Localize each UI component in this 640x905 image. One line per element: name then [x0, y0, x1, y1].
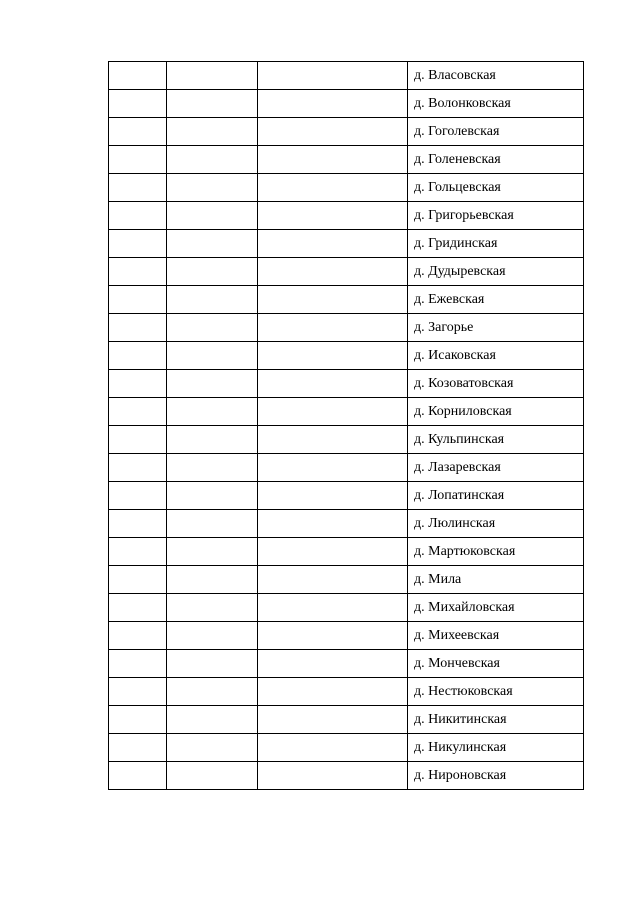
table-row [109, 566, 584, 594]
table-row [109, 510, 584, 538]
table-row [109, 538, 584, 566]
settlement-name-cell: д. Нироновская [408, 762, 584, 790]
settlement-name-cell: д. Гридинская [408, 230, 584, 258]
table-row [109, 258, 584, 286]
code-cell [167, 706, 258, 734]
table-row [109, 398, 584, 426]
number-cell [109, 762, 167, 790]
municipality-cell [258, 762, 408, 790]
municipality-cell [258, 482, 408, 510]
table-row [109, 342, 584, 370]
number-cell [109, 706, 167, 734]
number-cell [109, 566, 167, 594]
table-row [109, 650, 584, 678]
settlement-name-cell: д. Мартюковская [408, 538, 584, 566]
municipality-cell [258, 454, 408, 482]
settlement-name-cell: д. Кульпинская [408, 426, 584, 454]
settlement-name-cell: д. Власовская [408, 62, 584, 90]
code-cell [167, 454, 258, 482]
code-cell [167, 314, 258, 342]
municipality-cell [258, 594, 408, 622]
settlement-name-cell: д. Лопатинская [408, 482, 584, 510]
municipality-cell [258, 678, 408, 706]
code-cell [167, 174, 258, 202]
code-cell [167, 426, 258, 454]
number-cell [109, 426, 167, 454]
municipality-cell [258, 510, 408, 538]
code-cell [167, 482, 258, 510]
table-row [109, 622, 584, 650]
municipality-cell [258, 622, 408, 650]
number-cell [109, 286, 167, 314]
settlement-name-cell: д. Михайловская [408, 594, 584, 622]
municipality-cell [258, 258, 408, 286]
number-cell [109, 342, 167, 370]
municipality-cell [258, 230, 408, 258]
code-cell [167, 622, 258, 650]
settlement-name-cell: д. Гоголевская [408, 118, 584, 146]
settlement-name-cell: д. Мила [408, 566, 584, 594]
municipality-cell [258, 90, 408, 118]
code-cell [167, 566, 258, 594]
table-row [109, 454, 584, 482]
table-row [109, 482, 584, 510]
settlement-name-cell: д. Лазаревская [408, 454, 584, 482]
settlement-name-cell: д. Григорьевская [408, 202, 584, 230]
municipality-cell [258, 650, 408, 678]
settlement-name-cell: д. Михеевская [408, 622, 584, 650]
table-row [109, 146, 584, 174]
municipality-cell [258, 370, 408, 398]
table-row [109, 706, 584, 734]
settlements-table-body [109, 62, 584, 790]
number-cell [109, 594, 167, 622]
code-cell [167, 342, 258, 370]
number-cell [109, 90, 167, 118]
code-cell [167, 538, 258, 566]
code-cell [167, 258, 258, 286]
table-row [109, 762, 584, 790]
municipality-cell [258, 202, 408, 230]
code-cell [167, 510, 258, 538]
code-cell [167, 370, 258, 398]
table-row [109, 734, 584, 762]
settlement-name-cell: д. Никулинская [408, 734, 584, 762]
table-row [109, 678, 584, 706]
code-cell [167, 90, 258, 118]
settlement-name-cell: д. Голеневская [408, 146, 584, 174]
municipality-cell [258, 342, 408, 370]
code-cell [167, 118, 258, 146]
municipality-cell [258, 118, 408, 146]
municipality-cell [258, 426, 408, 454]
code-cell [167, 230, 258, 258]
code-cell [167, 594, 258, 622]
table-row [109, 90, 584, 118]
code-cell [167, 146, 258, 174]
code-cell [167, 678, 258, 706]
settlement-name-cell: д. Корниловская [408, 398, 584, 426]
settlements-table [108, 61, 584, 790]
settlement-name-cell: д. Нестюковская [408, 678, 584, 706]
number-cell [109, 258, 167, 286]
table-row [109, 174, 584, 202]
number-cell [109, 174, 167, 202]
number-cell [109, 678, 167, 706]
code-cell [167, 734, 258, 762]
number-cell [109, 622, 167, 650]
code-cell [167, 650, 258, 678]
municipality-cell [258, 286, 408, 314]
municipality-cell [258, 146, 408, 174]
table-row [109, 230, 584, 258]
municipality-cell [258, 566, 408, 594]
settlement-name-cell: д. Исаковская [408, 342, 584, 370]
table-row [109, 594, 584, 622]
number-cell [109, 538, 167, 566]
municipality-cell [258, 538, 408, 566]
settlement-name-cell: д. Мончевская [408, 650, 584, 678]
municipality-cell [258, 314, 408, 342]
municipality-cell [258, 398, 408, 426]
settlement-name-cell: д. Дудыревская [408, 258, 584, 286]
settlement-name-cell: д. Гольцевская [408, 174, 584, 202]
number-cell [109, 370, 167, 398]
table-row [109, 62, 584, 90]
code-cell [167, 62, 258, 90]
number-cell [109, 230, 167, 258]
number-cell [109, 146, 167, 174]
table-row [109, 426, 584, 454]
settlement-name-cell: д. Люлинская [408, 510, 584, 538]
number-cell [109, 202, 167, 230]
number-cell [109, 482, 167, 510]
table-row [109, 286, 584, 314]
number-cell [109, 398, 167, 426]
municipality-cell [258, 62, 408, 90]
settlement-name-cell: д. Волонковская [408, 90, 584, 118]
number-cell [109, 650, 167, 678]
table-row [109, 370, 584, 398]
municipality-cell [258, 706, 408, 734]
table-row [109, 118, 584, 146]
municipality-cell [258, 734, 408, 762]
number-cell [109, 314, 167, 342]
settlement-name-cell: д. Козоватовская [408, 370, 584, 398]
number-cell [109, 118, 167, 146]
code-cell [167, 762, 258, 790]
number-cell [109, 62, 167, 90]
table-row [109, 314, 584, 342]
number-cell [109, 454, 167, 482]
settlement-name-cell: д. Загорье [408, 314, 584, 342]
code-cell [167, 202, 258, 230]
code-cell [167, 398, 258, 426]
code-cell [167, 286, 258, 314]
table-row [109, 202, 584, 230]
number-cell [109, 734, 167, 762]
settlement-name-cell: д. Ежевская [408, 286, 584, 314]
municipality-cell [258, 174, 408, 202]
number-cell [109, 510, 167, 538]
settlement-name-cell: д. Никитинская [408, 706, 584, 734]
